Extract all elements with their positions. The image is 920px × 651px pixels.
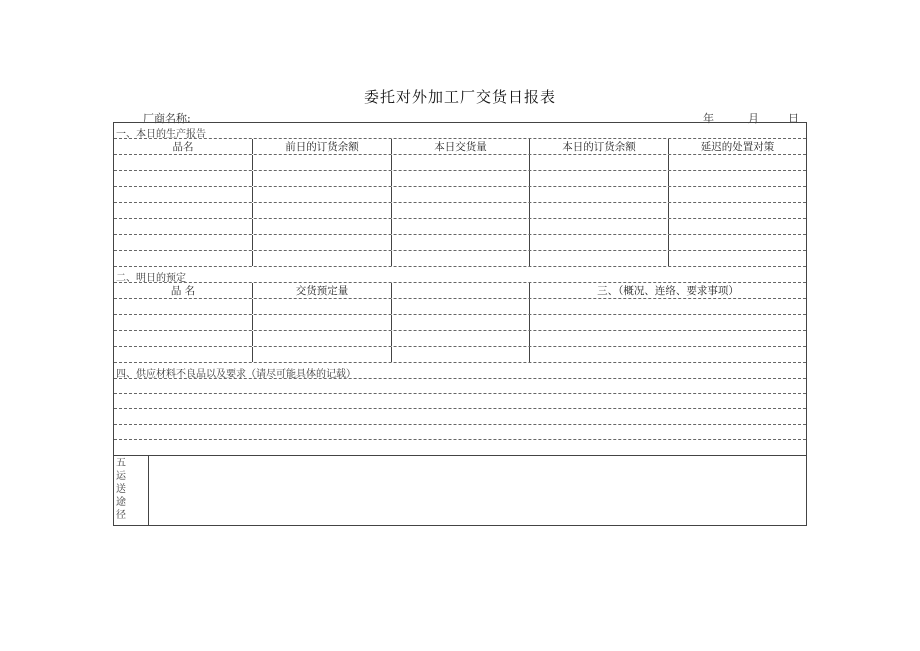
notes-cell[interactable]: [530, 315, 806, 330]
table-cell[interactable]: [392, 219, 530, 234]
section4-line[interactable]: [114, 425, 806, 440]
col-planned-delivery: 交货预定量: [253, 283, 392, 298]
day-label: 日: [788, 112, 799, 125]
table-cell[interactable]: [392, 187, 530, 202]
table-cell[interactable]: [114, 171, 253, 186]
section5-char: 径: [116, 510, 126, 521]
table-row: [114, 203, 806, 219]
table-cell[interactable]: [114, 235, 253, 250]
table-cell[interactable]: [392, 347, 530, 362]
table-row: [114, 187, 806, 203]
col-product-name: 品名: [114, 139, 253, 154]
table-cell[interactable]: [114, 219, 253, 234]
table-cell[interactable]: [530, 187, 669, 202]
section1-label: 一、本日的生产报告: [116, 129, 206, 140]
section3-label: 三、（概况、连络、要求事项）: [597, 285, 739, 297]
table-row: [114, 171, 806, 187]
table-cell[interactable]: [392, 331, 530, 346]
section2-header-row: [114, 283, 806, 299]
table-cell[interactable]: [253, 155, 392, 170]
section5-char: 五: [116, 458, 126, 469]
notes-cell[interactable]: [530, 347, 806, 362]
table-cell[interactable]: [392, 315, 530, 330]
table-cell[interactable]: [530, 235, 669, 250]
table-cell[interactable]: [114, 187, 253, 202]
table-cell[interactable]: [114, 251, 253, 266]
report-form: [113, 122, 807, 526]
table-cell[interactable]: [114, 315, 253, 330]
table-row: [114, 235, 806, 251]
section4-heading-row: [114, 363, 806, 379]
table-cell[interactable]: [253, 315, 392, 330]
table-cell[interactable]: [114, 203, 253, 218]
section5-label: [116, 457, 128, 522]
report-title: 委托对外加工厂交货日报表: [363, 88, 556, 106]
table-cell[interactable]: [253, 251, 392, 266]
table-cell[interactable]: [114, 155, 253, 170]
table-row: [114, 251, 806, 267]
table-cell[interactable]: [253, 187, 392, 202]
table-cell[interactable]: [392, 299, 530, 314]
year-label: 年: [703, 112, 714, 125]
section1-header-row: [114, 139, 806, 155]
table-cell[interactable]: [253, 347, 392, 362]
factory-name-label: 厂商名称:: [143, 112, 191, 125]
notes-cell[interactable]: [530, 331, 806, 346]
table-cell[interactable]: [392, 171, 530, 186]
table-row: [114, 347, 806, 363]
col-delay-measures: 延迟的处置对策: [700, 141, 775, 153]
table-cell[interactable]: [669, 219, 806, 234]
section4-label: 四、供应材料不良品以及要求（请尽可能具体的记载）: [116, 369, 356, 380]
col-product-name: 品 名: [114, 283, 253, 298]
section5-char: 途: [116, 497, 126, 508]
table-cell[interactable]: [114, 331, 253, 346]
section4-line[interactable]: [114, 379, 806, 394]
section5-char: 运: [116, 471, 126, 482]
table-row: [114, 155, 806, 171]
table-cell[interactable]: [669, 171, 806, 186]
section4-line[interactable]: [114, 440, 806, 456]
section5-char: 送: [116, 484, 126, 495]
table-cell[interactable]: [392, 251, 530, 266]
table-cell[interactable]: [114, 299, 253, 314]
col-blank: [392, 283, 530, 298]
section2-heading-row: [114, 267, 806, 283]
table-cell[interactable]: [253, 203, 392, 218]
month-label: 月: [748, 112, 759, 125]
table-cell[interactable]: [530, 171, 669, 186]
table-cell[interactable]: [669, 251, 806, 266]
table-cell[interactable]: [392, 203, 530, 218]
table-cell[interactable]: [253, 219, 392, 234]
table-cell[interactable]: [114, 347, 253, 362]
table-cell[interactable]: [253, 331, 392, 346]
table-cell[interactable]: [530, 203, 669, 218]
table-cell[interactable]: [253, 299, 392, 314]
table-cell[interactable]: [669, 203, 806, 218]
delivery-route-area[interactable]: [149, 457, 805, 524]
table-cell[interactable]: [392, 155, 530, 170]
table-cell[interactable]: [530, 219, 669, 234]
notes-cell[interactable]: [530, 299, 806, 314]
col-prev-order-balance: 前日的订货余额: [253, 139, 392, 154]
table-cell[interactable]: [253, 171, 392, 186]
table-row: [114, 331, 806, 347]
table-row: [114, 219, 806, 235]
col-today-delivery: 本日交货量: [392, 139, 530, 154]
table-row: [114, 315, 806, 331]
table-cell[interactable]: [392, 235, 530, 250]
table-row: [114, 299, 806, 315]
col-today-order-balance: 本日的订货余额: [530, 139, 669, 154]
table-cell[interactable]: [669, 235, 806, 250]
section4-line[interactable]: [114, 409, 806, 425]
table-cell[interactable]: [530, 155, 669, 170]
section1-heading-row: [114, 123, 806, 139]
table-cell[interactable]: [530, 251, 669, 266]
section2-label: 二、明日的预定: [116, 273, 186, 284]
table-cell[interactable]: [253, 235, 392, 250]
table-cell[interactable]: [669, 187, 806, 202]
section4-line[interactable]: [114, 394, 806, 409]
table-cell[interactable]: [669, 155, 806, 170]
